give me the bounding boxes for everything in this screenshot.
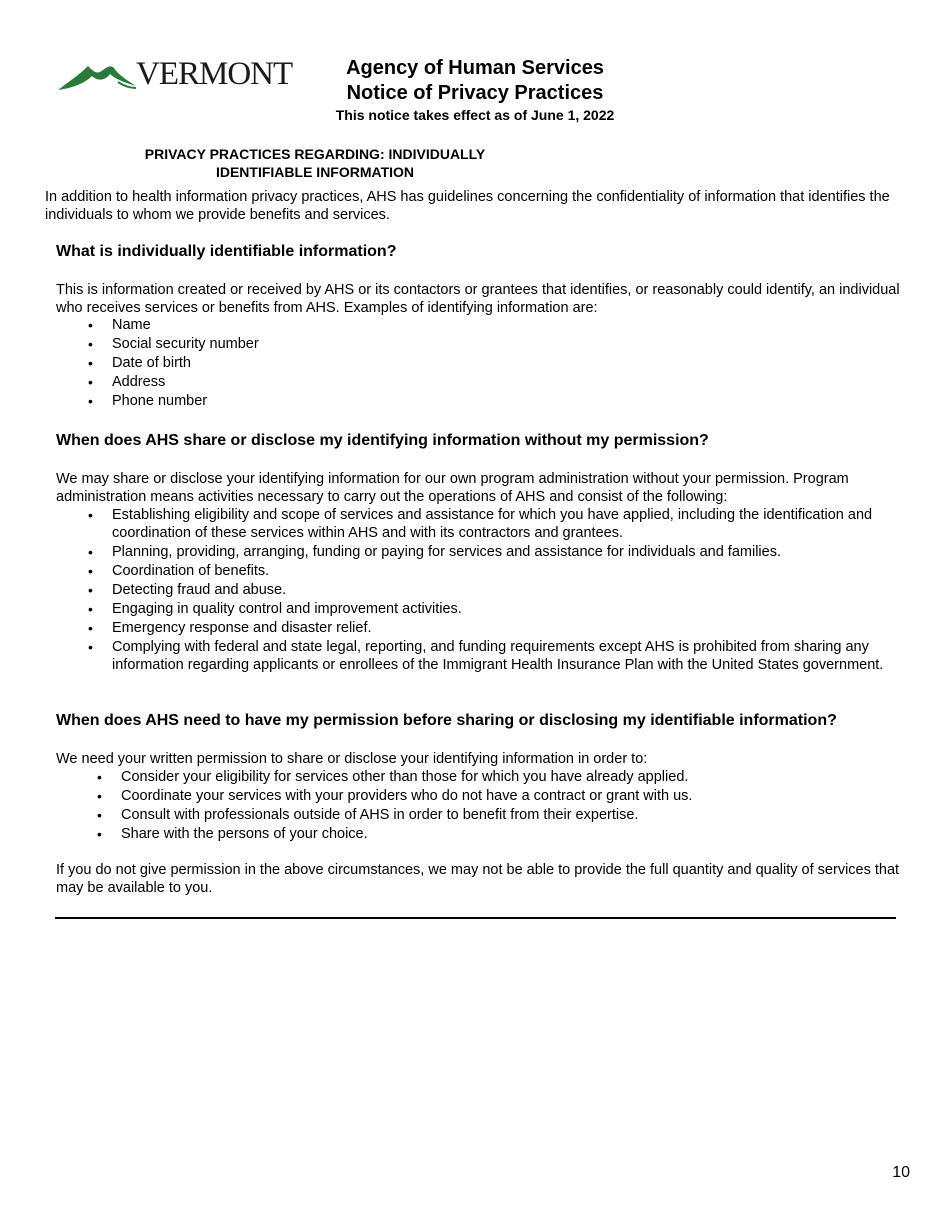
answer-paragraph: We need your written permission to share or disclose your identifying information in order to: xyxy=(56,751,648,767)
list-item: • Emergency response and disaster relief. xyxy=(112,620,902,638)
list-item: • Detecting fraud and abuse. xyxy=(112,582,902,600)
list-item: • Complying with federal and state legal, reporting, and funding requirements except AHS is prohibited from sharing any information regarding applicants or enrollees of the Immigrant Health Insurance Plan with the United States government. xyxy=(112,639,902,674)
agency-title: Agency of Human Services xyxy=(346,57,604,79)
list-item: • Address xyxy=(112,374,902,392)
identifier-list xyxy=(112,317,902,412)
logo-wordmark: VERMONT xyxy=(136,56,293,92)
program-admin-list xyxy=(112,507,902,676)
answer-paragraph: This is information created or received by AHS or its contactors or grantees that identifies, or reasonably could identify, an individual who receives services or benefits from AHS. Examples of identifying information are: xyxy=(56,282,900,316)
list-item: • Phone number xyxy=(112,393,902,411)
vermont-logo xyxy=(56,52,293,98)
list-item: • Social security number xyxy=(112,336,902,354)
permission-list xyxy=(121,769,901,845)
list-item: • Date of birth xyxy=(112,355,902,373)
section-title-line2: IDENTIFIABLE INFORMATION xyxy=(215,164,415,180)
list-item: • Share with the persons of your choice. xyxy=(121,826,901,844)
question-heading: What is individually identifiable information? xyxy=(56,243,397,260)
list-item: • Planning, providing, arranging, funding or paying for services and assistance for individuals and families. xyxy=(112,544,902,562)
page-number: 10 xyxy=(892,1164,910,1181)
effective-date: This notice takes effect as of June 1, 2022 xyxy=(335,107,615,123)
list-item: • Coordinate your services with your providers who do not have a contract or grant with us. xyxy=(121,788,901,806)
intro-paragraph: In addition to health information privacy practices, AHS has guidelines concerning the confidentiality of information that identifies the individuals to whom we provide benefits and services. xyxy=(45,189,890,223)
notice-title: Notice of Privacy Practices xyxy=(346,82,604,104)
list-item: • Coordination of benefits. xyxy=(112,563,902,581)
answer-paragraph: We may share or disclose your identifying information for our own program administration without your permission. Program administration means activities necessary to carry out the operations of AHS and consist of the following: xyxy=(56,471,849,505)
document-header xyxy=(300,56,650,124)
list-item: • Name xyxy=(112,317,902,335)
horizontal-divider xyxy=(55,917,896,919)
list-item: • Engaging in quality control and improvement activities. xyxy=(112,601,902,619)
mountain-logo-icon xyxy=(56,52,146,98)
list-item: • Establishing eligibility and scope of services and assistance for which you have applied, including the identification and coordination of these services within AHS and with its contractors and grantees. xyxy=(112,507,902,542)
closing-paragraph: If you do not give permission in the above circumstances, we may not be able to provide the full quantity and quality of services that may be available to you. xyxy=(56,862,900,896)
question-heading: When does AHS share or disclose my identifying information without my permission? xyxy=(56,432,709,449)
question-heading: When does AHS need to have my permission before sharing or disclosing my identifiable information? xyxy=(56,712,837,729)
section-title-line1: PRIVACY PRACTICES REGARDING: INDIVIDUALLY xyxy=(144,146,486,162)
list-item: • Consider your eligibility for services other than those for which you have already applied. xyxy=(121,769,901,787)
section-title xyxy=(110,145,520,181)
list-item: • Consult with professionals outside of AHS in order to benefit from their expertise. xyxy=(121,807,901,825)
